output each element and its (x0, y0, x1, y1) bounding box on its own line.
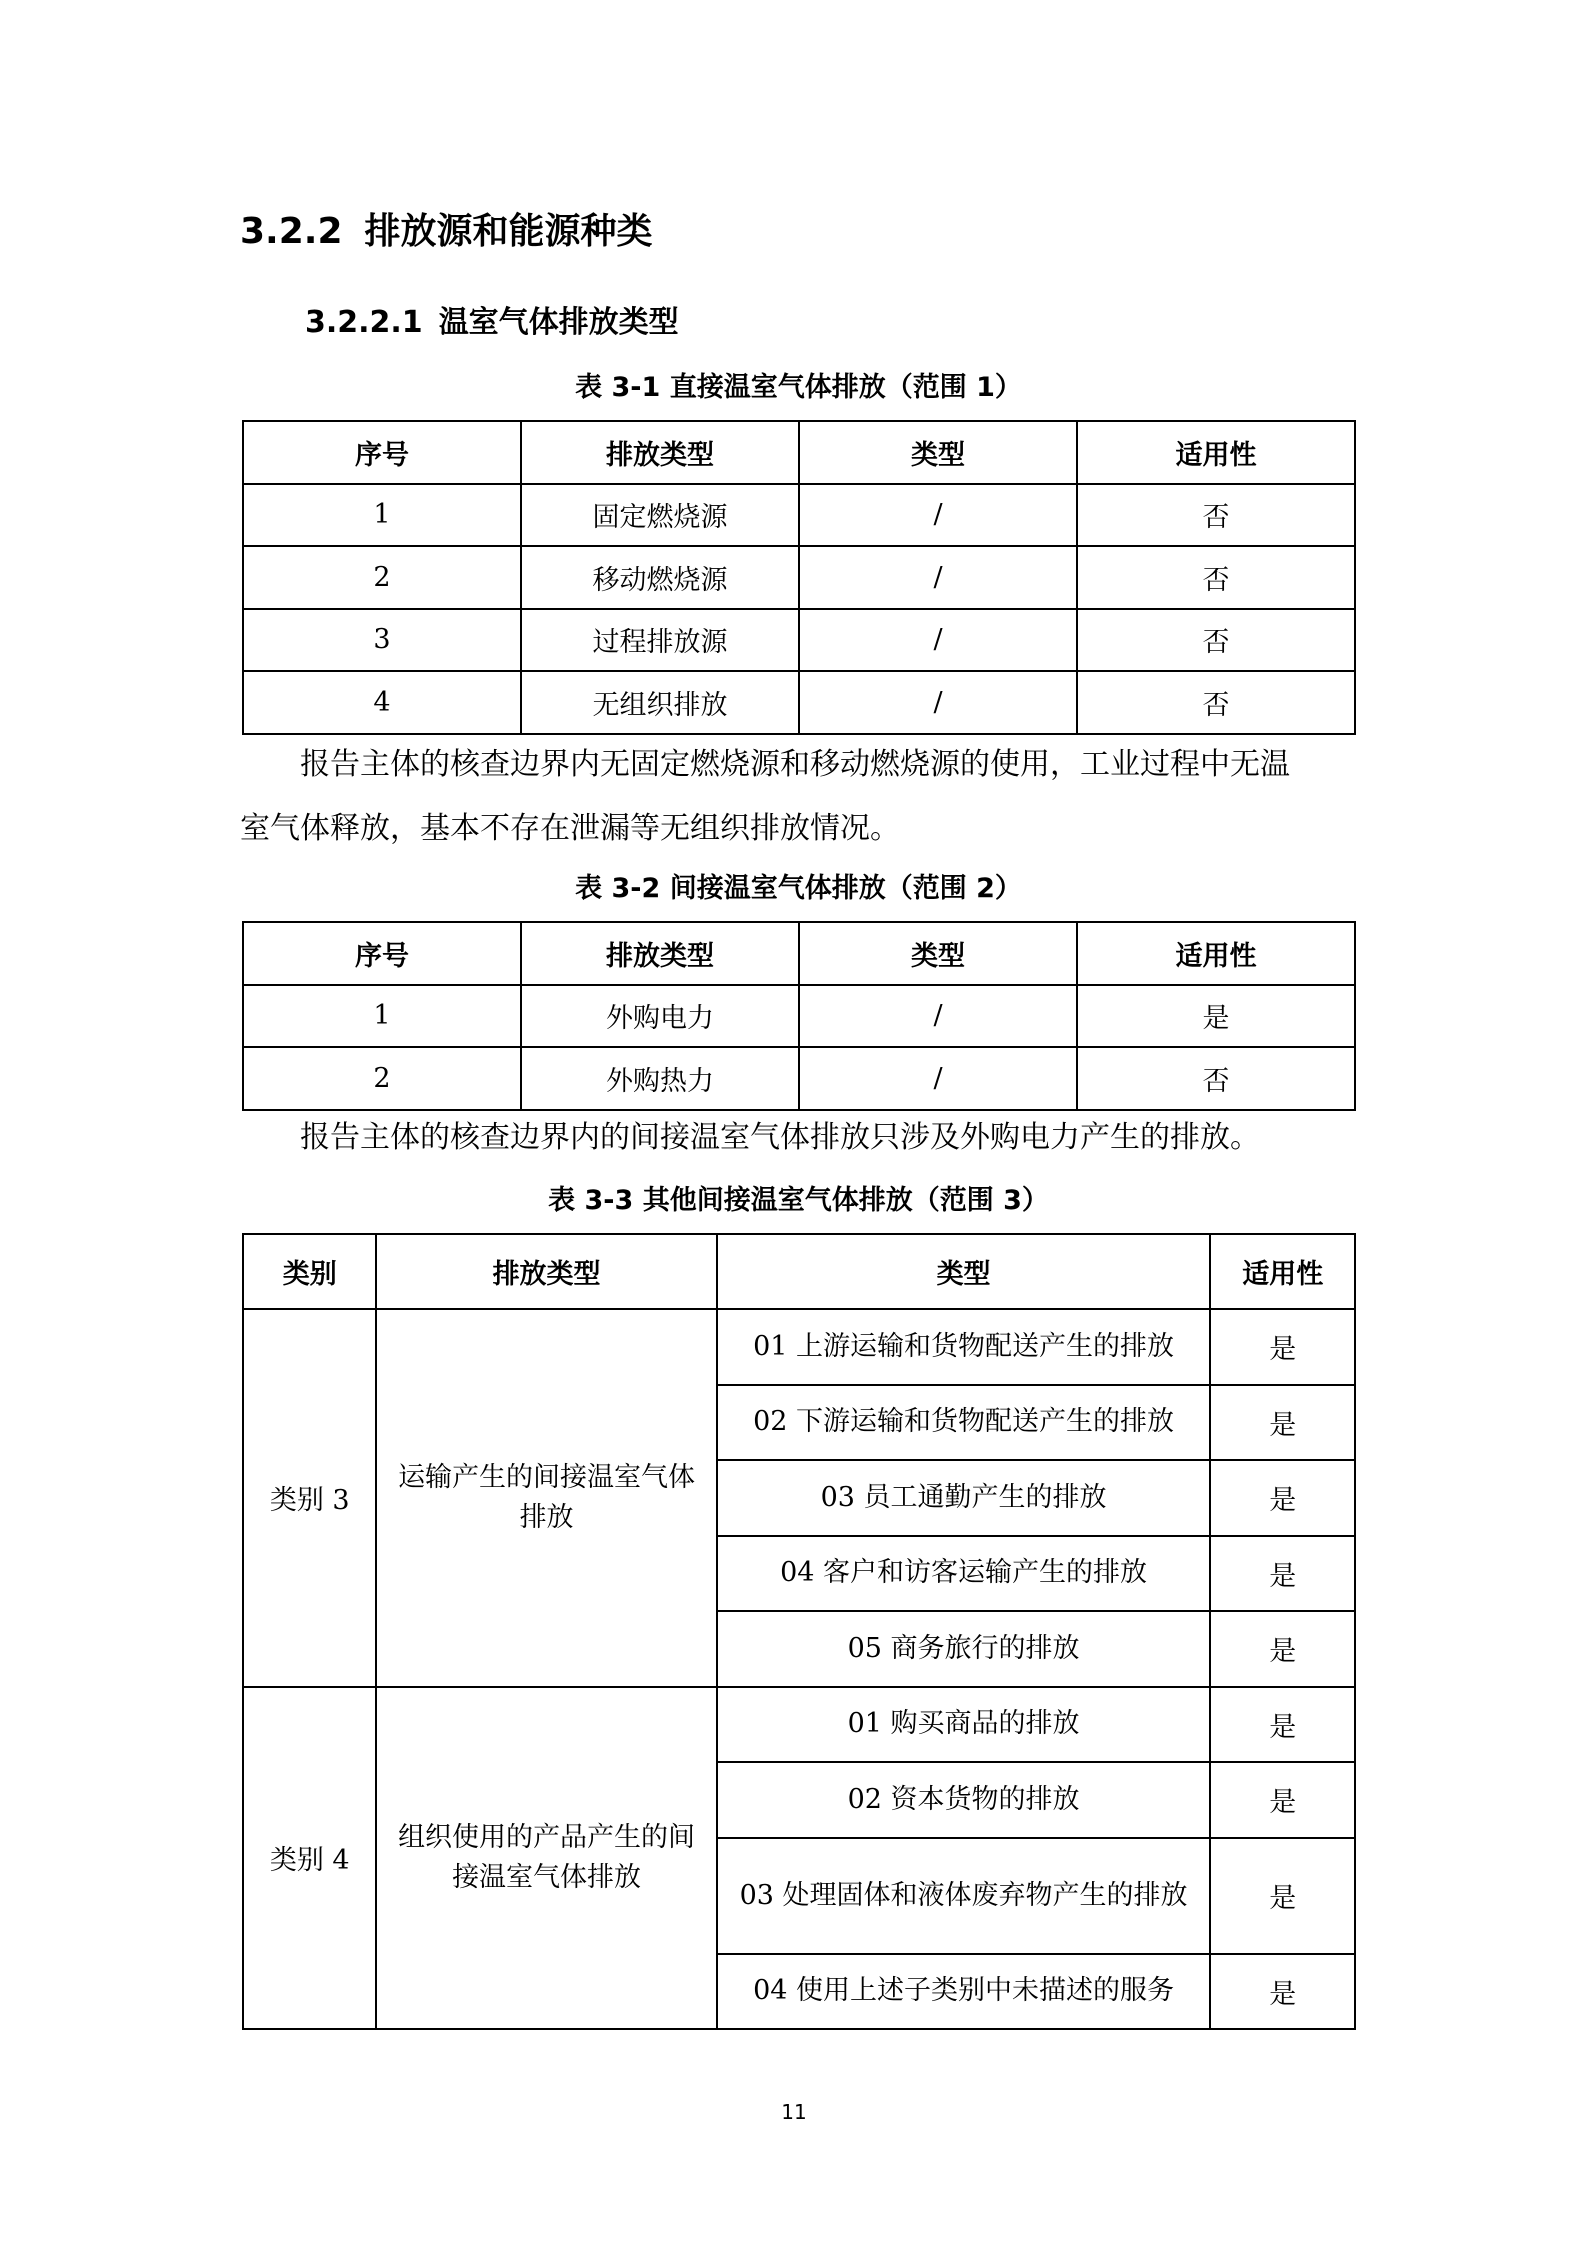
type-cell: 01 上游运输和货物配送产生的排放 (717, 1309, 1211, 1385)
header-cell: 类别 (243, 1234, 376, 1309)
category-cell: 类别 4 (243, 1687, 376, 2030)
subsection-title: 温室气体排放类型 (438, 305, 679, 340)
table-cell: 否 (1077, 484, 1355, 547)
table3-caption: 表 3-3 其他间接温室气体排放（范围 3） (548, 1185, 1049, 1216)
table-row (243, 609, 1355, 672)
type-cell: 03 处理固体和液体废弃物产生的排放 (717, 1838, 1211, 1954)
table-cell: 否 (1077, 609, 1355, 672)
table-cell: 2 (243, 546, 521, 609)
table-cell: 否 (1077, 1047, 1355, 1110)
header-cell: 类型 (717, 1234, 1211, 1309)
table2 (242, 921, 1356, 1111)
header-cell: 类型 (799, 922, 1077, 985)
table-cell: / (799, 546, 1077, 609)
subsection-number: 3.2.2.1 (305, 305, 423, 340)
table2-caption: 表 3-2 间接温室气体排放（范围 2） (575, 873, 1022, 904)
page-number: 11 (781, 2100, 807, 2124)
emission-type-cell: 组织使用的产品产生的间接温室气体排放 (376, 1687, 716, 2030)
applicable-cell: 是 (1210, 1687, 1355, 1763)
header-cell: 排放类型 (521, 922, 799, 985)
section-number: 3.2.2 (240, 211, 343, 252)
table1-caption: 表 3-1 直接温室气体排放（范围 1） (575, 372, 1022, 403)
table-cell: 无组织排放 (521, 671, 799, 734)
table-cell: 移动燃烧源 (521, 546, 799, 609)
type-cell: 02 资本货物的排放 (717, 1762, 1211, 1838)
applicable-cell: 是 (1210, 1762, 1355, 1838)
paragraph-line: 报告主体的核查边界内无固定燃烧源和移动燃烧源的使用，工业过程中无温 (300, 747, 1290, 782)
table-cell: / (799, 1047, 1077, 1110)
applicable-cell: 是 (1210, 1611, 1355, 1687)
paragraph-scope1-note (240, 733, 1357, 861)
header-cell: 适用性 (1077, 922, 1355, 985)
table-cell: 4 (243, 671, 521, 734)
applicable-cell: 是 (1210, 1385, 1355, 1461)
applicable-cell: 是 (1210, 1536, 1355, 1612)
emission-type-cell: 运输产生的间接温室气体排放 (376, 1309, 716, 1687)
type-cell: 02 下游运输和货物配送产生的排放 (717, 1385, 1211, 1461)
table-row (243, 671, 1355, 734)
applicable-cell: 是 (1210, 1460, 1355, 1536)
table-cell: 外购热力 (521, 1047, 799, 1110)
type-cell: 01 购买商品的排放 (717, 1687, 1211, 1763)
paragraph-line: 报告主体的核查边界内的间接温室气体排放只涉及外购电力产生的排放。 (300, 1120, 1260, 1155)
table-cell: 过程排放源 (521, 609, 799, 672)
header-cell: 排放类型 (521, 421, 799, 484)
table3 (242, 1233, 1356, 2030)
table-cell: / (799, 609, 1077, 672)
table-cell: / (799, 671, 1077, 734)
paragraph-scope2-note (240, 1106, 1357, 1170)
table-cell: 1 (243, 985, 521, 1048)
table-cell: 固定燃烧源 (521, 484, 799, 547)
table-row (243, 1309, 1355, 1385)
table-cell: 1 (243, 484, 521, 547)
table-cell: / (799, 484, 1077, 547)
header-cell: 序号 (243, 421, 521, 484)
table-row (243, 1047, 1355, 1110)
section-heading (240, 204, 653, 260)
paragraph-line: 室气体释放，基本不存在泄漏等无组织排放情况。 (240, 811, 900, 846)
applicable-cell: 是 (1210, 1838, 1355, 1954)
table-cell: 否 (1077, 671, 1355, 734)
header-cell: 适用性 (1077, 421, 1355, 484)
table-row (243, 985, 1355, 1048)
category-cell: 类别 3 (243, 1309, 376, 1687)
header-cell: 类型 (799, 421, 1077, 484)
applicable-cell: 是 (1210, 1954, 1355, 2030)
table-cell: 否 (1077, 546, 1355, 609)
table-row (243, 484, 1355, 547)
table1 (242, 420, 1356, 735)
table-cell: / (799, 985, 1077, 1048)
table-header-row (243, 421, 1355, 484)
table-header-row (243, 922, 1355, 985)
table-cell: 是 (1077, 985, 1355, 1048)
header-cell: 排放类型 (376, 1234, 716, 1309)
subsection-heading (305, 300, 679, 346)
type-cell: 03 员工通勤产生的排放 (717, 1460, 1211, 1536)
type-cell: 04 客户和访客运输产生的排放 (717, 1536, 1211, 1612)
applicable-cell: 是 (1210, 1309, 1355, 1385)
table-cell: 2 (243, 1047, 521, 1110)
table-header-row (243, 1234, 1355, 1309)
header-cell: 序号 (243, 922, 521, 985)
type-cell: 04 使用上述子类别中未描述的服务 (717, 1954, 1211, 2030)
table-cell: 外购电力 (521, 985, 799, 1048)
section-title: 排放源和能源种类 (364, 211, 653, 252)
header-cell: 适用性 (1210, 1234, 1355, 1309)
table-row (243, 1687, 1355, 1763)
table-row (243, 546, 1355, 609)
table-cell: 3 (243, 609, 521, 672)
type-cell: 05 商务旅行的排放 (717, 1611, 1211, 1687)
